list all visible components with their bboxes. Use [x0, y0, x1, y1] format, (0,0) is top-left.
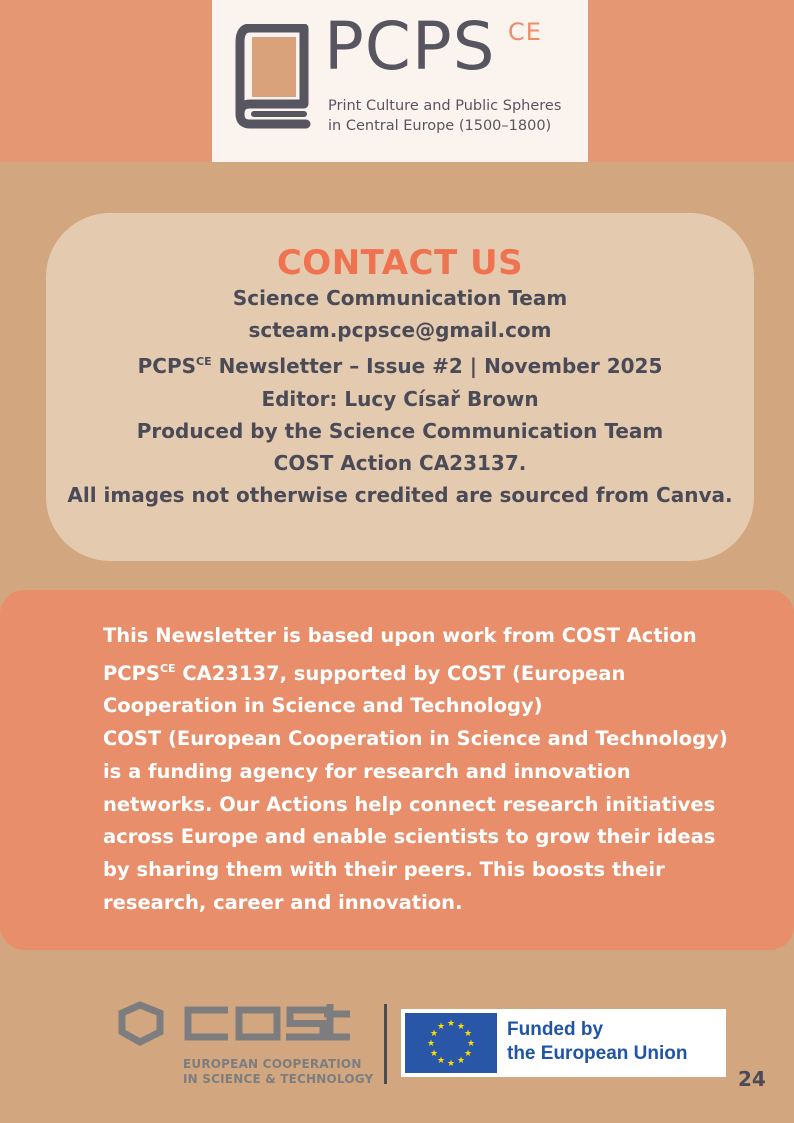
newsletter-rest: Newsletter – Issue #2 | November 2025: [211, 354, 663, 379]
contact-images-note: All images not otherwise credited are sourced from Canva.: [67, 483, 733, 508]
svg-text:★: ★: [446, 1059, 456, 1069]
funding-notice: [0, 590, 794, 950]
contact-team: Science Communication Team: [232, 286, 568, 310]
svg-text:★: ★: [456, 1022, 466, 1032]
cost-tagline-line1: EUROPEAN COOPERATION: [183, 1057, 362, 1071]
newsletter-superscript: CE: [196, 355, 212, 369]
book-icon: [234, 24, 314, 134]
logo-subtitle-line1: Print Culture and Public Spheres: [328, 98, 562, 114]
pcps-logo: [212, 0, 588, 162]
newsletter-prefix: PCPS: [137, 354, 197, 379]
contact-title: CONTACT US: [276, 243, 524, 283]
cost-tagline-line2: IN SCIENCE & TECHNOLOGY: [183, 1072, 374, 1086]
svg-text:★: ★: [446, 1019, 456, 1029]
contact-card: [46, 213, 754, 561]
contact-details: [46, 282, 754, 511]
svg-text:★: ★: [426, 1039, 436, 1049]
svg-text:★: ★: [463, 1029, 473, 1039]
funding-part2: CA23137, supported by COST (European Cooperation in Science and Technology): [103, 661, 626, 718]
svg-text:★: ★: [466, 1039, 476, 1049]
funding-text: [103, 620, 743, 919]
page-number: 24: [738, 1067, 766, 1091]
cost-tagline: [183, 1057, 373, 1087]
newsletter-issue: [46, 346, 754, 382]
funding-superscript: CE: [159, 661, 176, 675]
contact-editor: Editor: Lucy Císař Brown: [261, 386, 539, 411]
contact-produced-by: Produced by the Science Communication Team: [136, 418, 664, 443]
eu-line2: the European Union: [507, 1043, 688, 1064]
logo-title: PCPS: [324, 8, 496, 85]
footer-divider: [384, 1004, 387, 1084]
contact-email[interactable]: scteam.pcpsce@gmail.com: [248, 318, 552, 343]
logo-subtitle: [328, 96, 561, 136]
contact-action: COST Action CA23137.: [273, 451, 527, 476]
eu-funded-text: [507, 1018, 688, 1066]
svg-text:★: ★: [463, 1049, 473, 1059]
eu-funding-badge: [401, 1009, 726, 1077]
logo-subtitle-line2: in Central Europe (1500–1800): [328, 118, 552, 134]
logo-superscript: CE: [508, 18, 542, 46]
eu-flag-icon: [405, 1013, 497, 1073]
svg-text:★: ★: [429, 1029, 439, 1039]
cost-logo: [118, 1000, 354, 1052]
eu-line1: Funded by: [507, 1019, 604, 1040]
svg-text:★: ★: [429, 1049, 439, 1059]
svg-text:★: ★: [456, 1056, 466, 1066]
funding-part3: COST (European Cooperation in Science and Technology) is a funding agency for research and innovation networks. Our Actions help connect research initiatives across Europe and enable scientists to grow their ideas by sharing them with their peers. This boosts their research, career and innovation.: [103, 727, 728, 914]
svg-text:★: ★: [436, 1056, 446, 1066]
funding-part1: This Newsletter is based upon work from COST Action PCPS: [103, 624, 697, 685]
svg-text:★: ★: [436, 1022, 446, 1032]
